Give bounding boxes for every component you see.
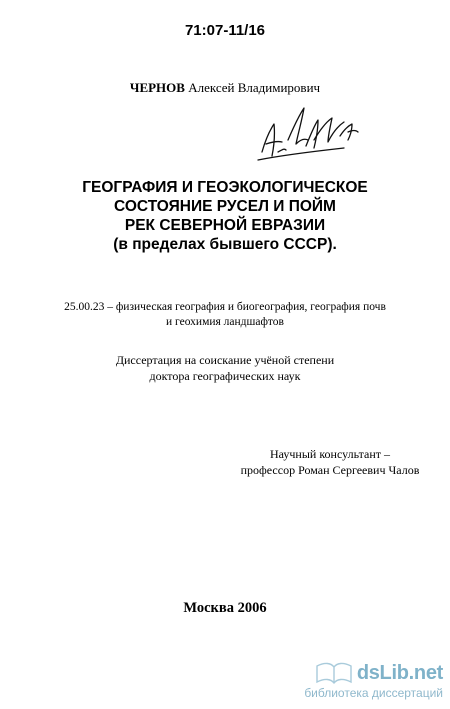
author-given-names: Алексей Владимирович — [188, 80, 321, 95]
degree-statement — [0, 352, 450, 384]
handwritten-signature — [248, 100, 368, 170]
dissertation-title — [0, 178, 450, 254]
specialty-line: 25.00.23 – физическая география и биогеография, география почв — [64, 301, 386, 313]
title-line: СОСТОЯНИЕ РУСЕЛ И ПОЙМ — [114, 198, 336, 215]
degree-line: доктора географических наук — [149, 369, 301, 383]
author-name — [0, 80, 450, 96]
archive-code: 71:07-11/16 — [184, 22, 266, 39]
title-line: РЕК СЕВЕРНОЙ ЕВРАЗИИ — [124, 217, 326, 234]
consultant-line: профессор Роман Сергеевич Чалов — [240, 463, 420, 477]
consultant-line: Научный консультант – — [270, 447, 390, 461]
title-line: ГЕОГРАФИЯ И ГЕОЭКОЛОГИЧЕСКОЕ — [82, 179, 368, 196]
watermark-name: dsLib.net — [356, 661, 443, 684]
scientific-consultant — [210, 446, 450, 478]
author-surname: ЧЕРНОВ — [129, 80, 185, 95]
book-icon — [315, 660, 353, 686]
title-line: (в пределах бывшего СССР). — [113, 236, 337, 253]
place-and-year: Москва 2006 — [183, 600, 267, 616]
dslib-watermark — [268, 660, 443, 700]
watermark-subtitle: библиотека диссертаций — [304, 686, 443, 700]
specialty-line: и геохимия ландшафтов — [166, 316, 284, 328]
degree-line: Диссертация на соискание учёной степени — [115, 353, 335, 367]
watermark-logo — [268, 660, 443, 686]
specialty-code — [0, 300, 450, 330]
